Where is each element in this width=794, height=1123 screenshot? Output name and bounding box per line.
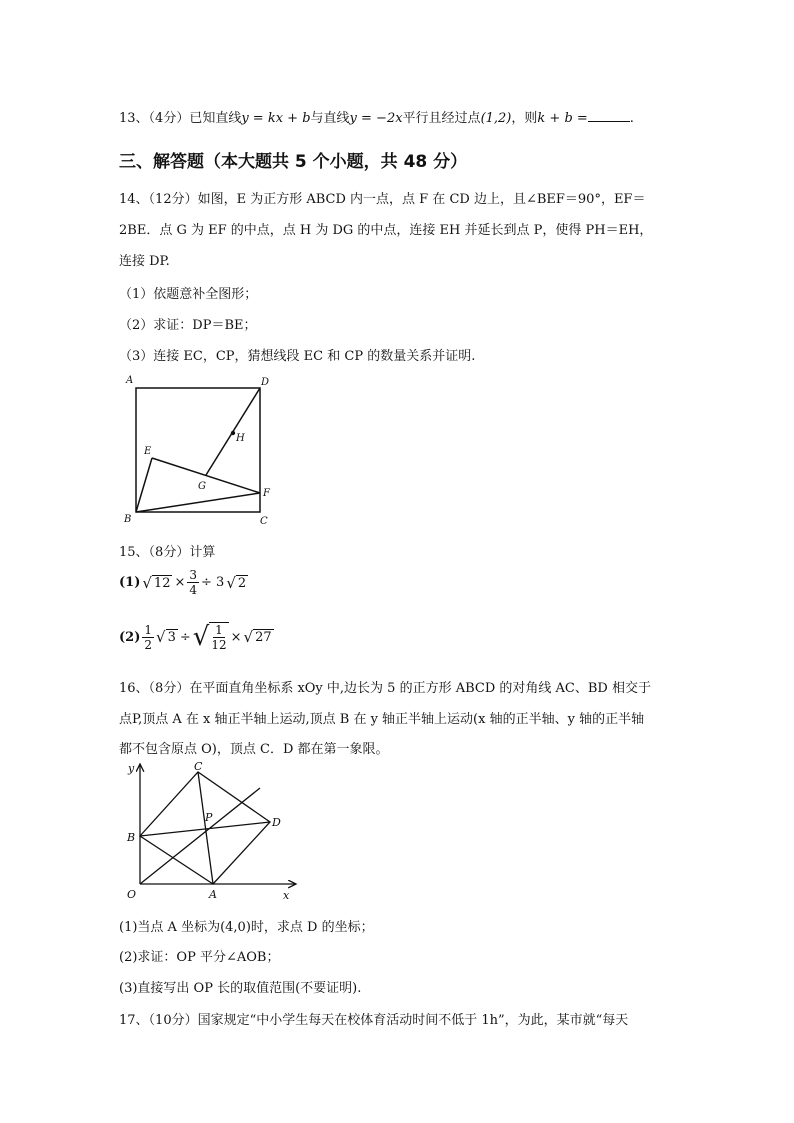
fraction-1-2 <box>142 623 154 652</box>
label-x: x <box>283 889 290 902</box>
segment-be <box>136 458 152 512</box>
sqrt-2: √ 2 <box>226 573 247 592</box>
sqrt-3: √ 3 <box>156 628 176 646</box>
divide-sign: ÷ <box>179 629 191 645</box>
q15-expression-2 <box>119 622 274 652</box>
label-a: A <box>126 375 134 386</box>
section-title: 三、解答题（本大题共 5 个小题，共 48 分） <box>119 152 468 172</box>
denominator: 12 <box>211 638 227 652</box>
label-p: P <box>205 811 213 824</box>
point-h-dot <box>231 431 235 435</box>
label-g: G <box>198 481 206 492</box>
times-sign: × <box>174 575 186 590</box>
q14-part-3: （3）连接 EC，CP，猜想线段 EC 和 CP 的数量关系并证明. <box>119 349 476 364</box>
q13-line <box>119 107 634 126</box>
q13-text: 与直线 <box>310 111 350 126</box>
square-abcd <box>136 388 260 512</box>
q13-period: . <box>629 111 634 126</box>
segment-bf <box>136 493 260 512</box>
q16-coordinate-figure <box>118 758 308 904</box>
q13-text-2: 平行且经过点 <box>402 111 481 126</box>
radicand: 12 <box>153 575 171 591</box>
q13-expression: k + b = <box>537 111 588 126</box>
q14-line-3: 连接 DP. <box>119 254 170 269</box>
q16-part-1: (1)当点 A 坐标为(4,0)时，求点 D 的坐标； <box>119 920 374 935</box>
q14-line-2: 2BE．点 G 为 EF 的中点，点 H 为 DG 的中点，连接 EH 并延长到点 P，使得 PH＝EH， <box>119 223 653 238</box>
q15-e1-number: (1) <box>119 575 141 590</box>
q13-answer-blank[interactable] <box>588 109 630 122</box>
radicand: 27 <box>255 630 272 645</box>
numerator: 1 <box>215 623 223 637</box>
divide-sign: ÷ 3 <box>201 575 225 590</box>
q15-e2-number: (2) <box>119 629 141 645</box>
times-sign: × <box>230 629 242 645</box>
label-h: H <box>236 433 245 444</box>
label-d: D <box>261 377 270 388</box>
label-y: y <box>128 762 135 775</box>
q13-text-3: ，则 <box>511 111 538 126</box>
q16-line-1: 16、（8分）在平面直角坐标系 xOy 中,边长为 5 的正方形 ABCD 的对角线 AC、BD 相交于 <box>119 681 651 696</box>
label-e: E <box>144 446 152 457</box>
sqrt-27: √ 27 <box>243 628 272 646</box>
numerator: 3 <box>189 568 198 582</box>
q13-point: (1,2) <box>480 111 512 126</box>
label-a: A <box>209 888 217 901</box>
sqrt-fraction: √ $\frac{1}{12}$ <box>192 622 227 652</box>
radicand: 3 <box>167 630 176 645</box>
radicand: 2 <box>237 575 247 591</box>
label-o: O <box>127 888 137 901</box>
q13-prefix: 13、（4分）已知直线 <box>119 111 242 126</box>
q16-line-2: 点P,顶点 A 在 x 轴正半轴上运动,顶点 B 在 y 轴正半轴上运动(x 轴的正半轴、y 轴的正半轴 <box>119 712 645 727</box>
q14-line-1: 14、（12分）如图，E 为正方形 ABCD 内一点，点 F 在 CD 边上，且∠BEF＝90°，EF＝ <box>119 192 646 207</box>
q13-equation-2: y = −2x <box>349 111 403 126</box>
segment-ef <box>152 458 260 493</box>
q14-square-figure <box>118 372 278 530</box>
denominator: 2 <box>144 637 152 652</box>
label-d: D <box>272 816 281 829</box>
denominator: 4 <box>189 583 198 597</box>
fraction-3-4 <box>187 568 199 597</box>
label-c: C <box>260 516 268 527</box>
ray-op <box>140 788 260 884</box>
q15-title: 15、（8分）计算 <box>119 545 216 560</box>
label-f: F <box>263 488 270 499</box>
q14-part-2: （2）求证：DP＝BE； <box>119 318 257 333</box>
label-c: C <box>194 760 203 773</box>
numerator: 1 <box>144 622 152 637</box>
q14-part-1: （1）依题意补全图形； <box>119 287 258 302</box>
q16-part-2: (2)求证：OP 平分∠AOB； <box>119 950 280 965</box>
q16-part-3: (3)直接写出 OP 长的取值范围(不要证明). <box>119 981 362 996</box>
q17-line-1: 17、（10分）国家规定“中小学生每天在校体育活动时间不低于 1h”，为此，某市就“每天 <box>119 1013 629 1028</box>
label-b: B <box>124 514 132 525</box>
q15-expression-1 <box>119 568 248 597</box>
label-b: B <box>127 831 136 844</box>
q16-line-3: 都不包含原点 O)，顶点 C．D 都在第一象限。 <box>119 742 389 757</box>
sqrt-12: √ 12 <box>142 573 171 592</box>
q13-equation-1: y = kx + b <box>241 111 311 126</box>
fraction-1-12 <box>211 623 226 652</box>
